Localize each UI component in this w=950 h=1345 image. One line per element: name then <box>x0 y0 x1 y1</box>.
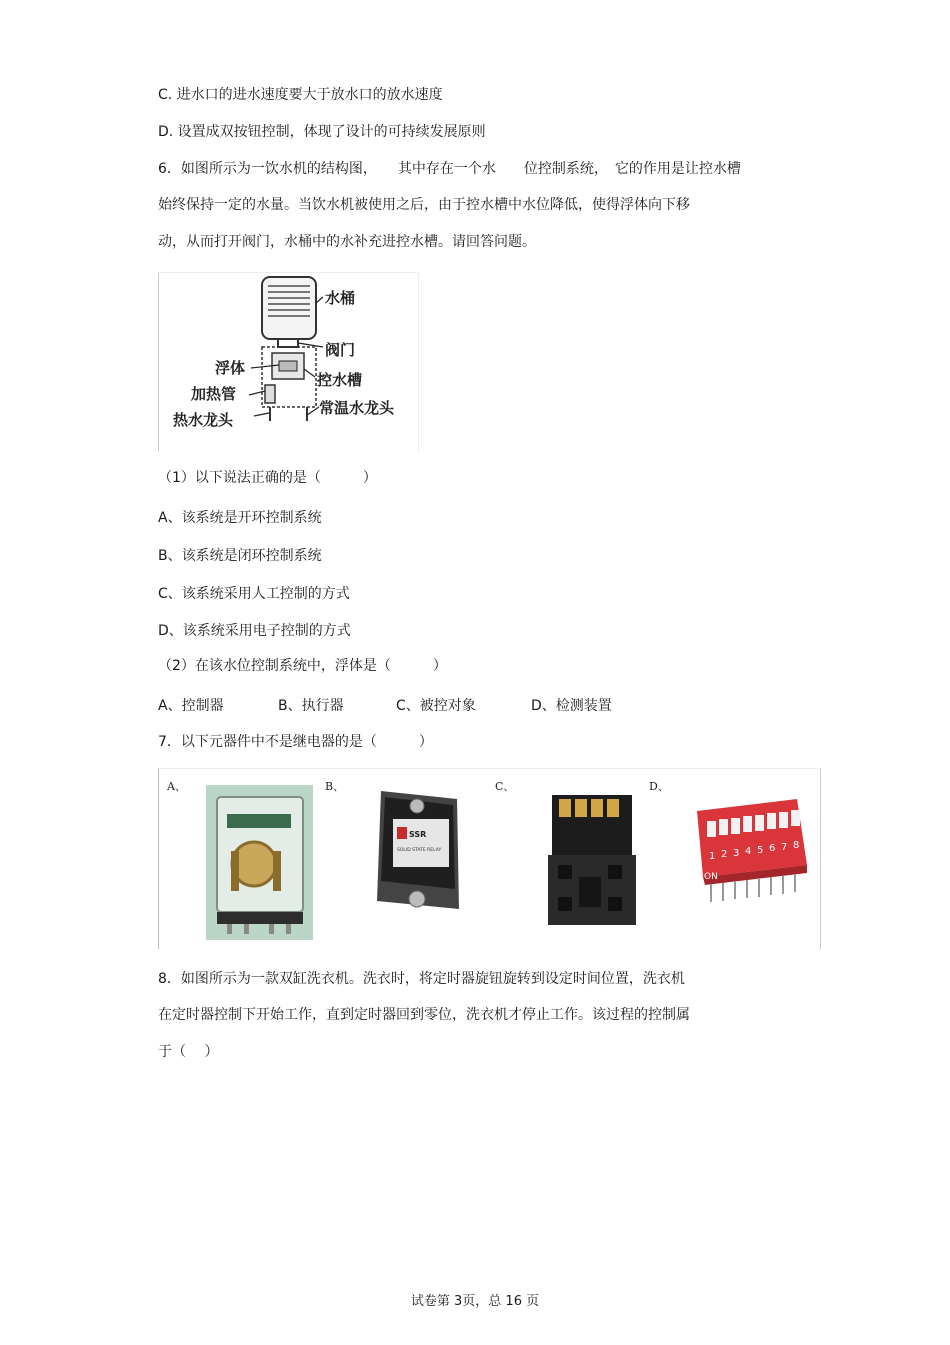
figure-label: 加热管 <box>191 385 237 403</box>
dip-number: 4 <box>745 846 752 857</box>
option-tag: D、 <box>649 780 669 793</box>
figure-label: 阀门 <box>325 341 356 359</box>
option-tag: C、 <box>495 780 515 793</box>
figure-label: 浮体 <box>215 359 246 377</box>
option-d: D、检测装置 <box>531 698 612 714</box>
option-tag: B、 <box>325 780 345 793</box>
figure-label: 常温水龙头 <box>319 399 395 417</box>
relay-options-figure <box>158 768 821 949</box>
text-line: 在定时器控制下开始工作，直到定时器回到零位，洗衣机才停止工作。该过程的控制属 <box>158 1007 690 1023</box>
dip-number: 7 <box>781 842 788 853</box>
water-dispenser-figure <box>158 272 419 451</box>
dip-on-label: ON <box>704 872 718 882</box>
figure-label: 水桶 <box>325 289 356 307</box>
solid-state-relay-image <box>377 791 459 909</box>
text-line: C. 进水口的进水速度要大于放水口的放水速度 <box>158 87 443 103</box>
option-a: A、控制器 <box>158 698 224 714</box>
figure-label: 控水槽 <box>317 371 363 389</box>
option-b: B、执行器 <box>278 698 344 714</box>
text-line: 始终保持一定的水量。当饮水机被使用之后，由于控水槽中水位降低，使得浮体向下移 <box>158 197 690 213</box>
figure-label: 热水龙头 <box>173 411 234 429</box>
dip-number: 6 <box>769 843 776 854</box>
question-7-stem: 7．以下元器件中不是继电器的是（ ） <box>158 734 433 750</box>
question-8-stem: 8．如图所示为一款双缸洗衣机。洗衣时，将定时器旋钮旋转到设定时间位置，洗衣机 <box>158 971 685 987</box>
ssr-text: SOLID STATE RELAY <box>397 848 442 853</box>
option-c: C、该系统采用人工控制的方式 <box>158 586 350 602</box>
option-b: B、该系统是闭环控制系统 <box>158 548 322 564</box>
option-tag: A、 <box>167 780 186 793</box>
dip-number: 3 <box>733 848 740 859</box>
text-line: D. 设置成双按钮控制，体现了设计的可持续发展原则 <box>158 124 486 140</box>
sub-question-2: （2）在该水位控制系统中，浮体是（ ） <box>158 658 447 674</box>
relay-socket-image <box>548 795 636 925</box>
sub-question-1: （1）以下说法正确的是（ ） <box>158 470 377 486</box>
dip-number: 1 <box>709 851 716 862</box>
page-footer: 试卷第 3页，总 16 页 <box>410 1294 540 1309</box>
ssr-text: SSR <box>409 830 427 839</box>
dip-number: 5 <box>757 845 764 856</box>
option-d: D、该系统采用电子控制的方式 <box>158 623 351 639</box>
question-6-stem: 6．如图所示为一饮水机的结构图， 其中存在一个水 位控制系统， 它的作用是让控水槽 <box>158 161 741 177</box>
text-line: 于（ ） <box>158 1044 219 1060</box>
dip-number: 8 <box>793 840 800 851</box>
dip-switch-image <box>697 799 807 902</box>
option-a: A、该系统是开环控制系统 <box>158 510 322 526</box>
option-c: C、被控对象 <box>396 698 476 714</box>
electromagnetic-relay-image <box>206 785 313 940</box>
text-line: 动，从而打开阀门，水桶中的水补充进控水槽。请回答问题。 <box>158 234 536 250</box>
dip-number: 2 <box>721 849 728 860</box>
